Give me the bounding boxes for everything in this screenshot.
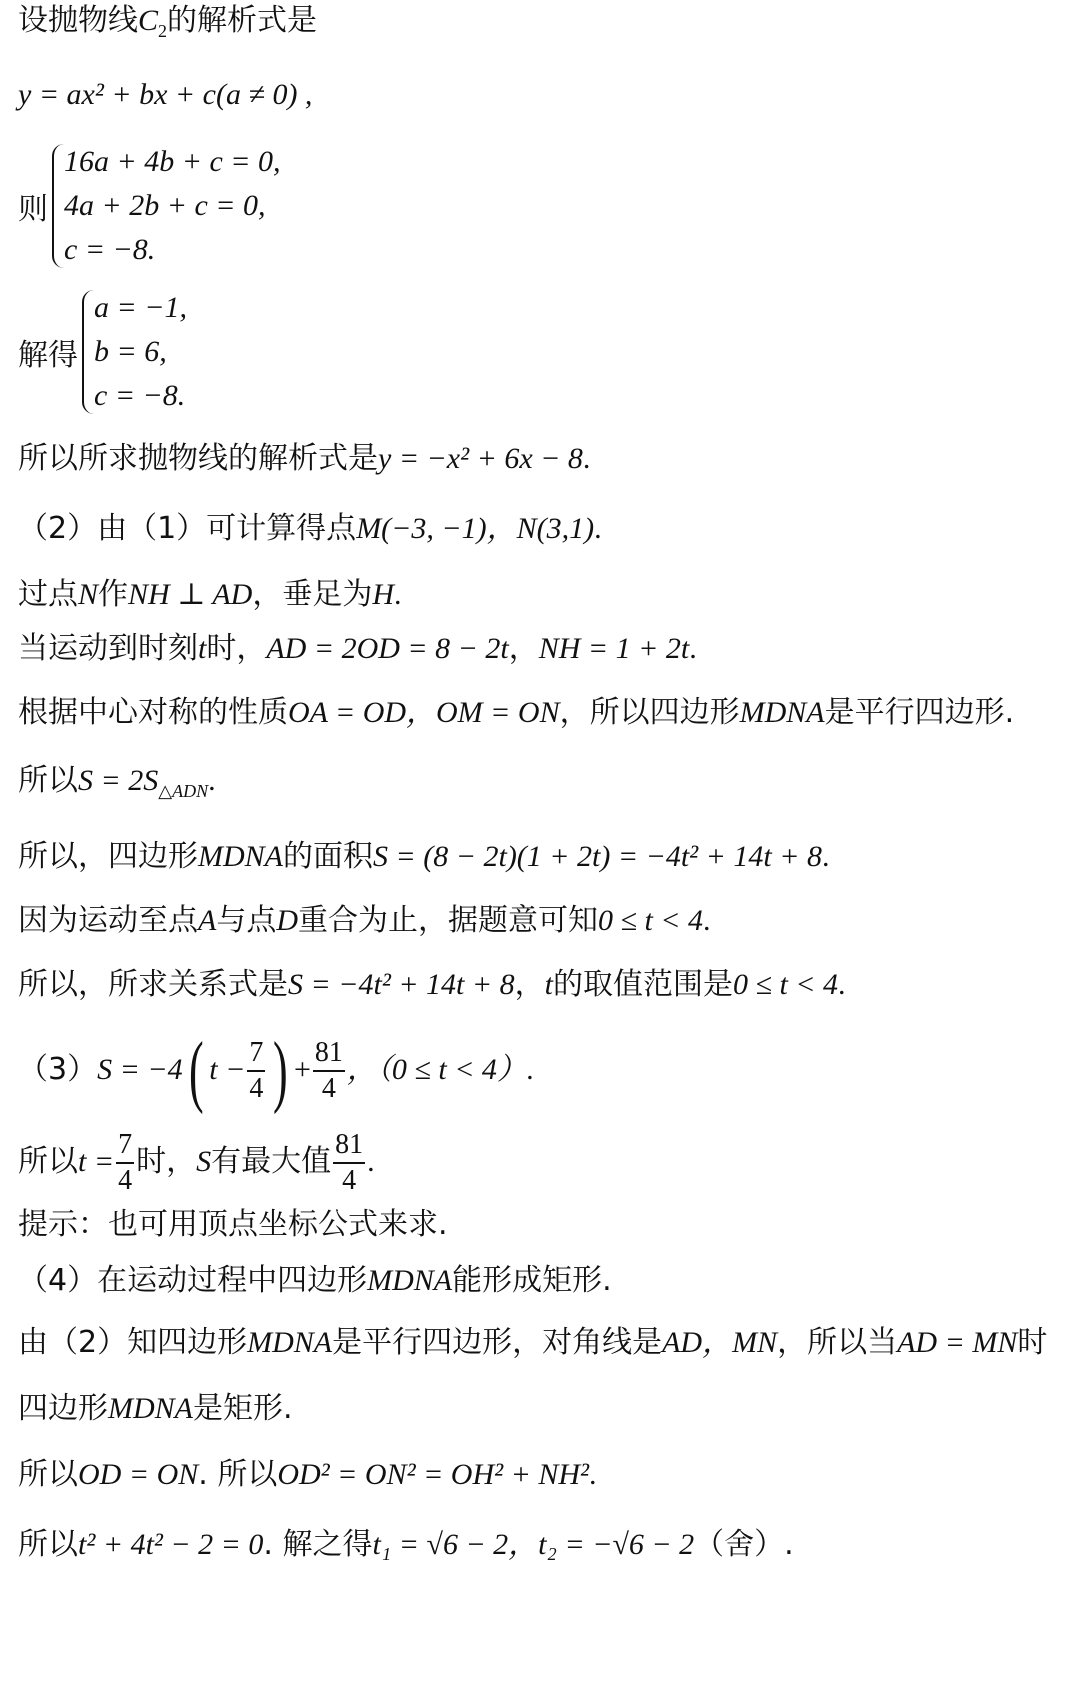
math: C <box>138 4 159 37</box>
text: ，垂足为 <box>252 577 373 612</box>
system-row: c = −8. <box>64 233 156 266</box>
math: t² + 4t² − 2 = 0 <box>78 1528 264 1561</box>
system-row: 16a + 4b + c = 0, <box>64 145 281 178</box>
math: AD = 2OD = 8 − 2t <box>266 632 509 665</box>
line-pythagoras <box>18 1457 597 1492</box>
math: OA = OD，OM = ON <box>288 696 560 729</box>
numerator: 81 <box>313 1036 345 1072</box>
line-area-formula <box>18 839 830 874</box>
line-perpendicular <box>18 577 402 612</box>
text: 时， <box>136 1144 197 1179</box>
math: AD = MN <box>897 1326 1018 1359</box>
math: + <box>293 1053 311 1086</box>
text: 四边形 <box>18 1391 108 1426</box>
text: （4）在运动过程中四边形 <box>18 1263 368 1298</box>
math: NH ⊥ AD <box>128 578 253 611</box>
text: ，所以四边形 <box>559 695 740 730</box>
math: ，（0 ≤ t < 4）. <box>346 1053 535 1086</box>
equation-system-1 <box>18 140 318 272</box>
text: 时， <box>206 631 267 666</box>
numerator: 7 <box>247 1036 265 1072</box>
line-relation-range <box>18 967 846 1002</box>
math: OD = ON <box>78 1458 199 1491</box>
text: 重合为止，据题意可知 <box>298 903 598 938</box>
text: 是平行四边形. <box>824 695 1015 730</box>
text: . 解之得 <box>263 1527 373 1562</box>
line-rectangle-condition <box>18 1325 1048 1360</box>
math: N <box>78 578 99 611</box>
line-general-form <box>18 80 312 110</box>
left-paren: ( <box>188 1027 204 1115</box>
text: 当运动到时刻 <box>18 631 198 666</box>
system-row: a = −1, <box>94 291 187 324</box>
line-hint <box>18 1207 448 1242</box>
denominator: 4 <box>342 1165 357 1196</box>
text: 是矩形. <box>193 1391 293 1426</box>
math: y = ax² + bx + c(a ≠ 0) , <box>18 78 313 111</box>
equation-system-2 <box>18 286 318 418</box>
math: MDNA <box>367 1264 453 1297</box>
text: 所以，四边形 <box>18 839 198 874</box>
math: S = (8 − 2t)(1 + 2t) = −4t² + 14t + 8 <box>373 840 823 873</box>
text: 所以，所求关系式是 <box>18 967 288 1002</box>
text: 由（2）知四边形 <box>18 1325 248 1360</box>
text: ，所以当 <box>777 1325 898 1360</box>
text: 所以 <box>18 763 78 798</box>
text: 作 <box>98 577 129 612</box>
denominator: 4 <box>249 1073 264 1104</box>
text: 所以 <box>18 1457 78 1492</box>
text: . <box>589 1458 597 1491</box>
math: S = 2S <box>78 764 159 797</box>
math: MDNA <box>108 1392 193 1425</box>
math-sub: △ADN <box>158 781 209 801</box>
text: . 所以 <box>198 1457 278 1492</box>
math: S = −4 <box>97 1053 183 1086</box>
math: S <box>196 1145 212 1178</box>
math: M(−3, −1)，N(3,1) <box>356 512 595 545</box>
fraction <box>313 1036 345 1106</box>
text: 因为运动至点 <box>18 903 198 938</box>
math-sub: 2 <box>158 21 168 41</box>
text: 有最大值 <box>211 1144 332 1179</box>
text: 的面积 <box>283 839 373 874</box>
math: D <box>276 904 298 937</box>
text: . <box>208 764 216 797</box>
text: 时 <box>1017 1325 1048 1360</box>
math: t <box>198 632 207 665</box>
math: t₁ = √6 − 2，t₂ = −√6 − 2 <box>372 1528 695 1561</box>
line-part3-vertex-form <box>18 1027 535 1115</box>
text: . <box>367 1145 375 1178</box>
text: 过点 <box>18 577 78 612</box>
text: . <box>594 512 602 545</box>
line-part2-points <box>18 511 602 546</box>
math: OD² = ON² = OH² + NH² <box>277 1458 590 1491</box>
math: H <box>372 578 395 611</box>
math: NH = 1 + 2t <box>538 632 690 665</box>
math: 0 ≤ t < 4 <box>598 904 704 937</box>
text: 设抛物线 <box>18 3 138 38</box>
line-area-relation <box>18 763 216 801</box>
line-range-reason <box>18 903 711 938</box>
text: . <box>838 968 846 1001</box>
numerator: 81 <box>333 1128 365 1164</box>
denominator: 4 <box>321 1073 336 1104</box>
line-symmetry <box>18 695 1015 730</box>
text: . <box>703 904 711 937</box>
math: A <box>198 904 217 937</box>
math: t = <box>78 1145 115 1178</box>
left-brace <box>82 290 94 414</box>
text: 所以所求抛物线的解析式是 <box>18 441 378 476</box>
text: . <box>822 840 830 873</box>
system-label: 则 <box>18 192 48 227</box>
line-rectangle-result <box>18 1391 293 1426</box>
text: ， <box>508 631 539 666</box>
math: S = −4t² + 14t + 8 <box>288 968 515 1001</box>
system-row: 4a + 2b + c = 0, <box>64 189 266 222</box>
text: 能形成矩形. <box>452 1263 612 1298</box>
denominator: 4 <box>118 1165 133 1196</box>
text: . <box>582 442 591 475</box>
math: AD，MN <box>662 1326 778 1359</box>
math: 0 ≤ t < 4 <box>732 968 839 1001</box>
text: 的解析式是 <box>167 3 318 38</box>
math: MDNA <box>247 1326 333 1359</box>
text: . <box>689 632 697 665</box>
text: . <box>394 578 402 611</box>
text: 所以 <box>18 1144 78 1179</box>
math: t <box>544 968 553 1001</box>
line-setup <box>18 3 318 41</box>
math: MDNA <box>739 696 825 729</box>
fraction <box>247 1036 265 1106</box>
text: ， <box>514 967 545 1002</box>
line-parabola-result <box>18 441 591 476</box>
line-time-t <box>18 631 697 666</box>
system-row: b = 6, <box>94 335 167 368</box>
text: （舍）. <box>694 1527 794 1562</box>
line-max-value <box>18 1124 375 1200</box>
text: 根据中心对称的性质 <box>18 695 288 730</box>
math: y = −x² + 6x − 8 <box>378 442 583 475</box>
text: 的取值范围是 <box>552 967 733 1002</box>
line-solve-t <box>18 1527 794 1562</box>
math: MDNA <box>198 840 283 873</box>
system-row: c = −8. <box>94 379 186 412</box>
system-label: 解得 <box>18 338 78 373</box>
fraction <box>333 1128 365 1198</box>
text: 所以 <box>18 1527 78 1562</box>
text: （3） <box>18 1052 98 1087</box>
left-brace <box>52 144 64 268</box>
numerator: 7 <box>116 1128 134 1164</box>
right-paren: ) <box>273 1027 288 1115</box>
text: 提示：也可用顶点坐标公式来求. <box>18 1207 448 1242</box>
math: t − <box>209 1053 246 1086</box>
text: 是平行四边形，对角线是 <box>332 1325 663 1360</box>
line-part4-intro <box>18 1263 612 1298</box>
text: 与点 <box>216 903 277 938</box>
text: （2）由（1）可计算得点 <box>18 511 357 546</box>
fraction <box>116 1128 134 1198</box>
